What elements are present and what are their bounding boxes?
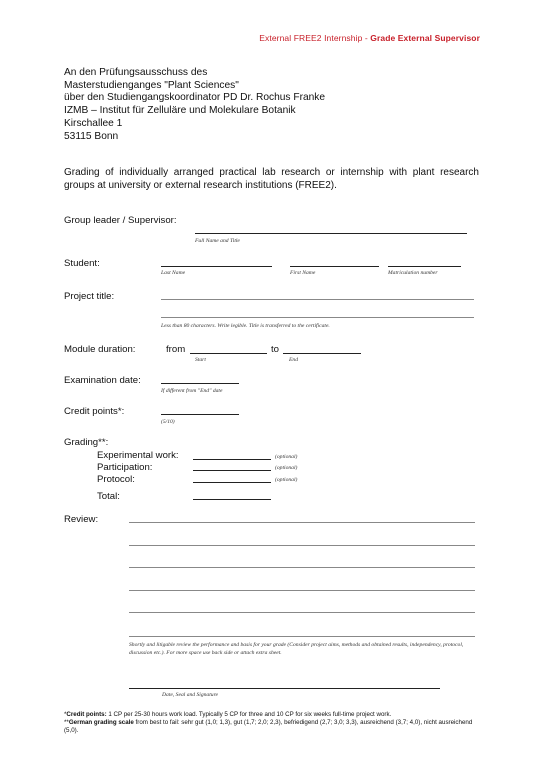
credits-hint: (5/10) — [161, 419, 175, 425]
supervisor-hint: Full Name and Title — [195, 238, 240, 244]
review-hint: Shortly and litigable review the performance and basis for your grade (Consider project aims, methods and obtained results, independency, protocol, discussion etc.). For more space use back side or attach extra sheet. — [129, 642, 464, 656]
experimental-work-field[interactable] — [193, 459, 271, 460]
review-line[interactable] — [129, 522, 475, 523]
experimental-work-label: Experimental work: — [97, 450, 179, 461]
recipient-address — [64, 67, 325, 143]
matriculation-field[interactable] — [388, 266, 461, 267]
address-line: An den Prüfungsausschuss des — [64, 67, 208, 78]
duration-to: to — [271, 344, 280, 355]
header-prefix: External FREE2 Internship - — [259, 33, 371, 43]
credits-field[interactable] — [161, 414, 239, 415]
first-name-field[interactable] — [290, 266, 379, 267]
review-label: Review: — [64, 514, 99, 525]
address-line: IZMB – Institut für Zelluläre und Molekulare Botanik — [64, 105, 296, 117]
total-field[interactable] — [193, 499, 271, 500]
end-date-field[interactable] — [283, 353, 361, 354]
supervisor-field[interactable] — [195, 233, 467, 234]
address-line: 53115 Bonn — [64, 130, 119, 142]
optional-hint: (optional) — [275, 465, 298, 471]
protocol-field[interactable] — [193, 482, 271, 483]
grading-footnote-text: from best to fail: sehr gut (1,0; 1,3), gut (1,7; 2,0; 2,3), befriedigend (2,7; 3,0; 3,3), ausreichend (3,7; 4,0), nicht ausreichend (5,0). — [64, 719, 473, 734]
credit-footnote: *Credit points: 1 CP per 25-30 hours work load. Typically 5 CP for three and 10 CP for six weeks full-time project work. — [64, 711, 392, 718]
review-line[interactable] — [129, 636, 475, 637]
signature-hint: Date, Seal and Signature — [162, 692, 219, 698]
total-label: Total: — [97, 491, 120, 502]
last-name-field[interactable] — [161, 266, 272, 267]
start-hint: Start — [195, 357, 206, 363]
address-line: über den Studiengangskoordinator PD Dr. Rochus Franke — [64, 92, 326, 104]
optional-hint: (optional) — [275, 477, 298, 483]
project-title-hint: Less than 80 characters. Write legible. Title is transferred to the certificate. — [161, 323, 330, 329]
header-bold: Grade External Supervisor — [370, 33, 480, 43]
student-label: Student: — [64, 258, 100, 269]
footnotes — [64, 711, 482, 735]
start-date-field[interactable] — [190, 353, 267, 354]
review-line[interactable] — [129, 567, 475, 568]
optional-hint: (optional) — [275, 454, 298, 460]
address-line: Kirschallee 1 — [64, 117, 123, 129]
matriculation-hint: Matriculation number — [388, 270, 438, 276]
intro-paragraph: Grading of individually arranged practical lab research or internship with plant research groups at university or external research institutions (FREE2). — [64, 167, 479, 191]
exam-date-label: Examination date: — [64, 375, 141, 386]
last-name-hint: Last Name — [161, 270, 186, 276]
participation-field[interactable] — [193, 470, 271, 471]
protocol-label: Protocol: — [97, 474, 135, 485]
participation-label: Participation: — [97, 462, 153, 473]
project-title-field[interactable] — [161, 299, 474, 300]
supervisor-label: Group leader / Supervisor: — [64, 215, 177, 226]
project-title-label: Project title: — [64, 291, 115, 302]
review-line[interactable] — [129, 545, 475, 546]
exam-date-field[interactable] — [161, 383, 239, 384]
credit-footnote-text: 1 CP per 25-30 hours work load. Typically 5 CP for three and 10 CP for six weeks full-time project work. — [106, 711, 392, 718]
first-name-hint: First Name — [290, 270, 316, 276]
review-line[interactable] — [129, 590, 475, 591]
grading-footnote-title: German grading scale — [68, 719, 134, 726]
grading-footnote: **German grading scale from best to fail: sehr gut (1,0; 1,3), gut (1,7; 2,0; 2,3), befriedigend (2,7; 3,0; 3,3), ausreichend (3,7; 4,0), nicht ausreichend (5,0). — [64, 719, 473, 734]
end-hint: End — [289, 357, 299, 363]
credits-label: Credit points*: — [64, 406, 125, 417]
grading-label: Grading**: — [64, 437, 109, 448]
review-line[interactable] — [129, 612, 475, 613]
credit-footnote-title: Credit points: — [66, 711, 107, 718]
document-header — [259, 33, 480, 43]
address-line: Masterstudienganges "Plant Sciences" — [64, 79, 239, 91]
project-title-field-2[interactable] — [161, 317, 474, 318]
signature-field[interactable] — [129, 688, 440, 689]
duration-from: from — [166, 344, 186, 355]
duration-label: Module duration: — [64, 344, 136, 355]
exam-date-hint: If different from "End" date — [161, 388, 223, 394]
